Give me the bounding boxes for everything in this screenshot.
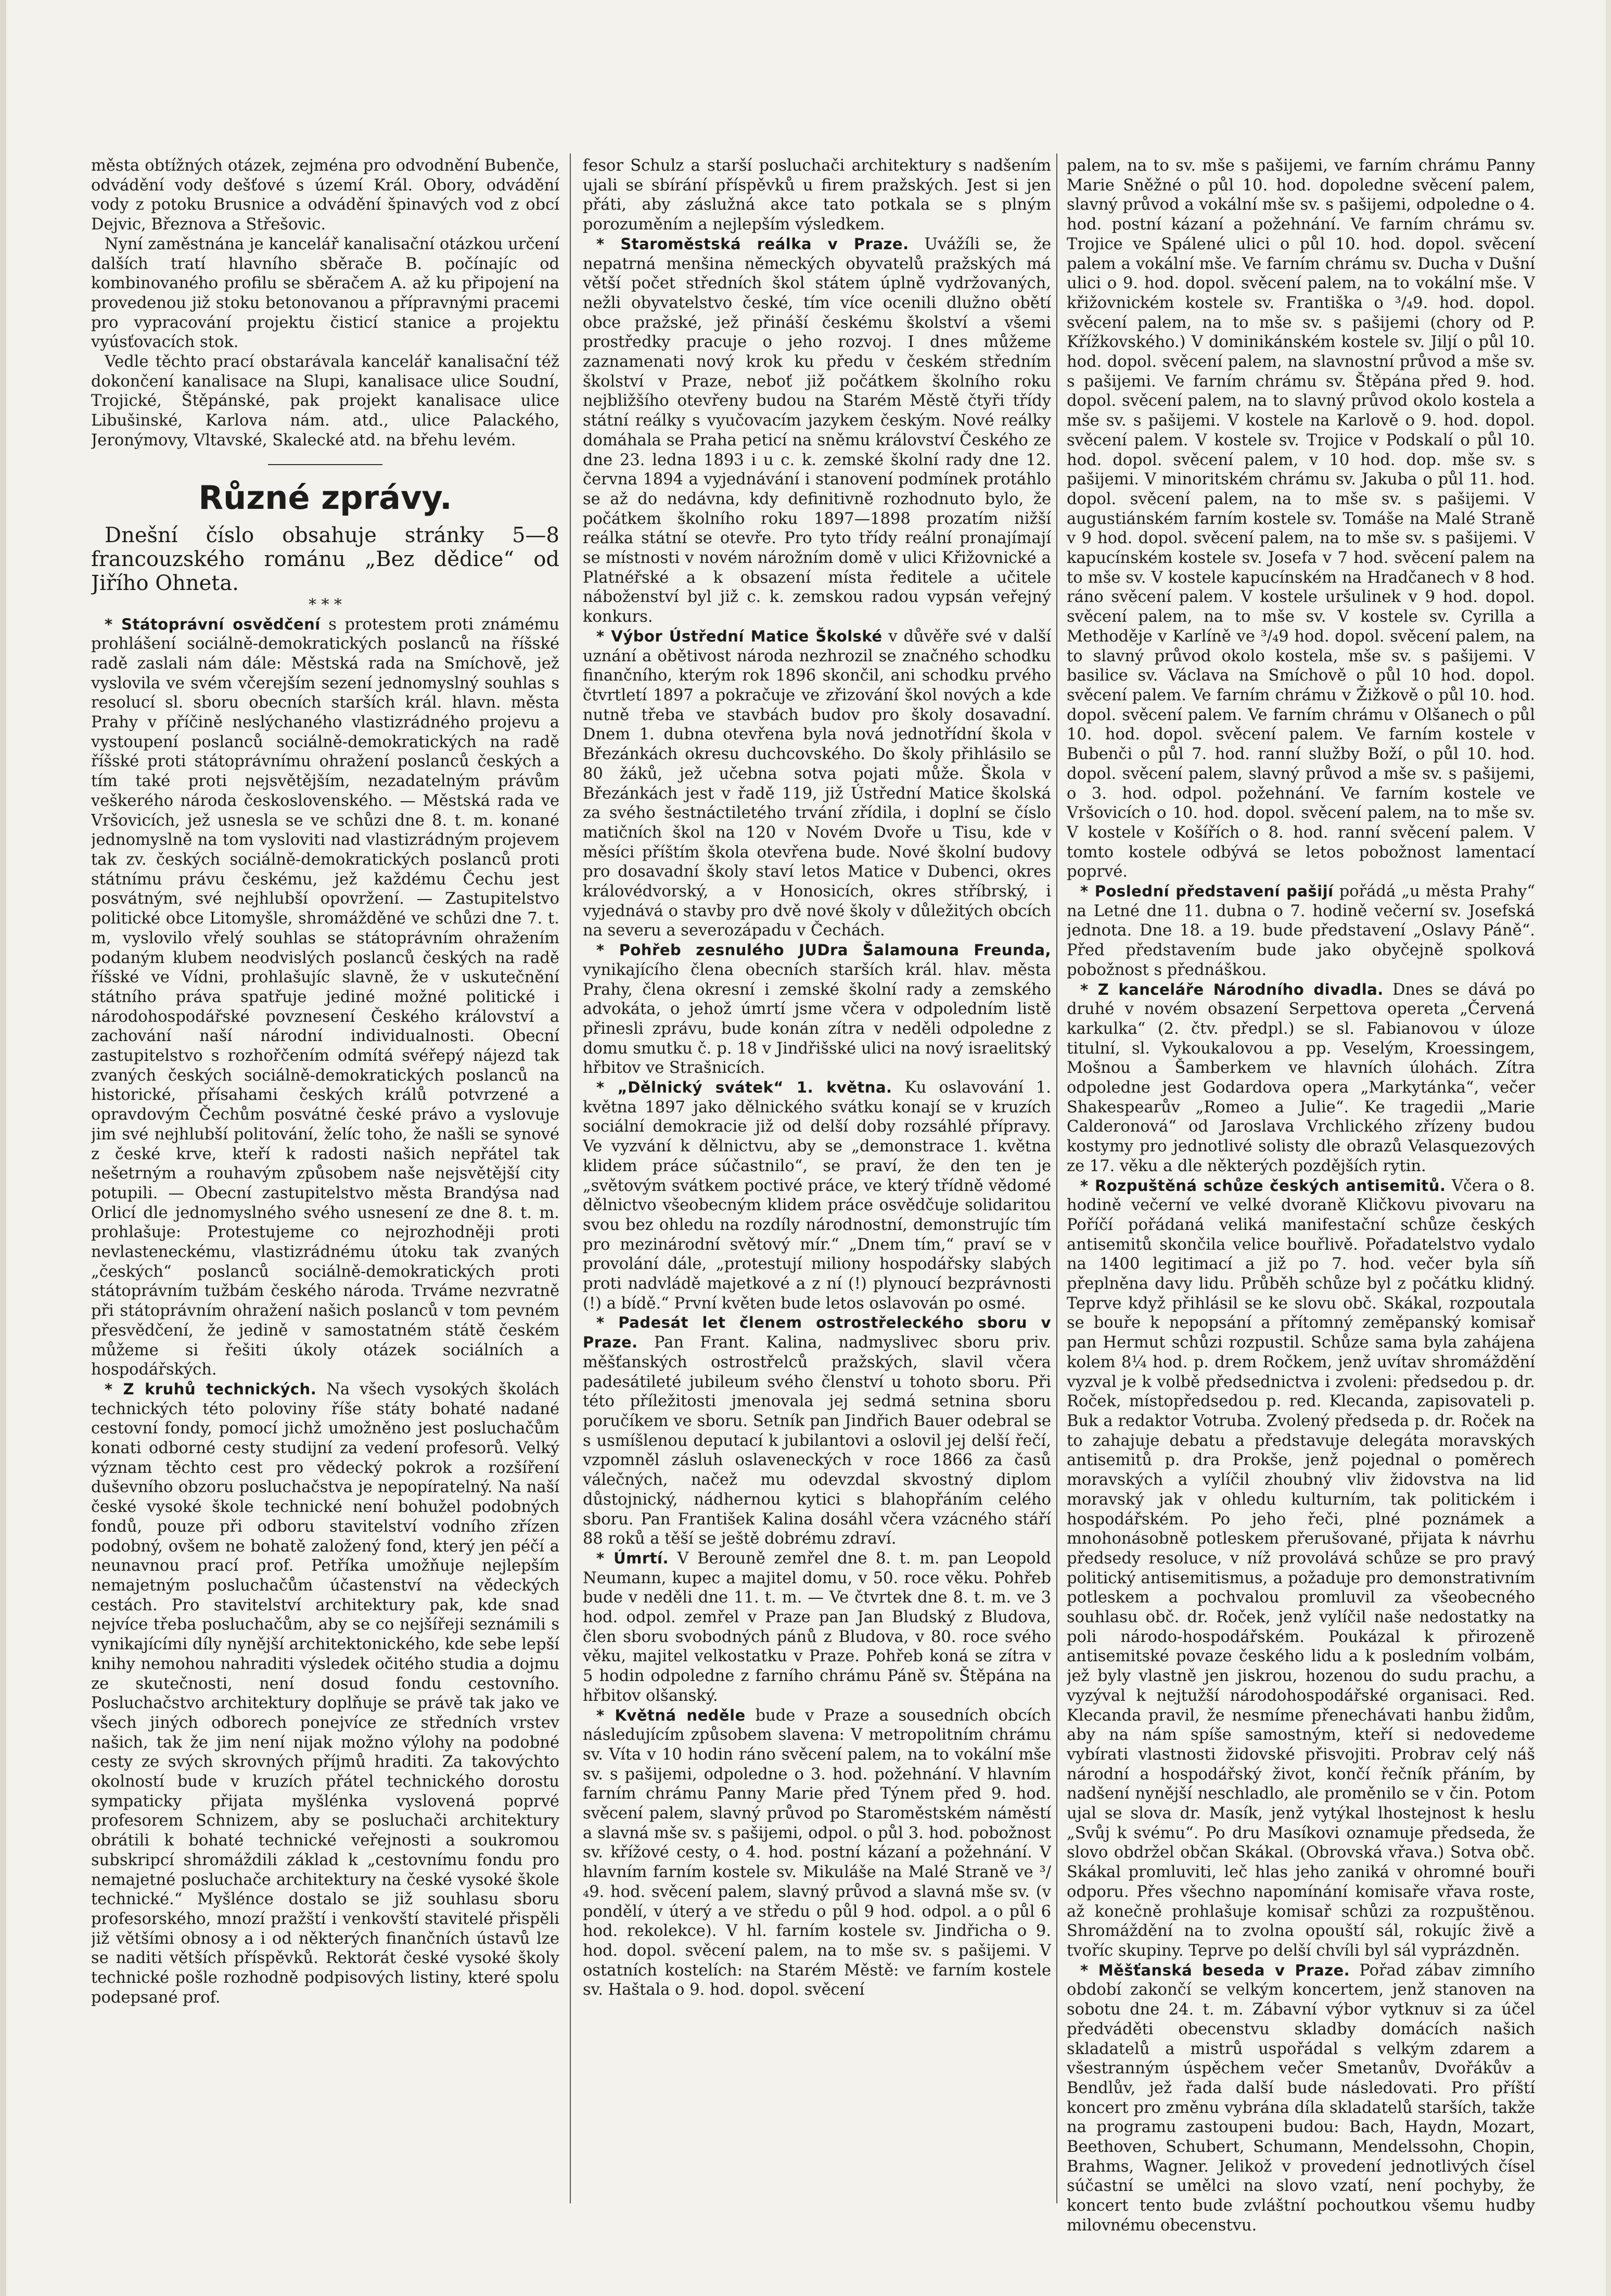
column-2 <box>583 156 1051 2248</box>
news-item-heading: * Rozpuštěná schůze českých antisemitů. <box>1080 1176 1446 1195</box>
news-item-text: Na všech vysokých školách technických této poloviny říše státy bohaté nadané cestovní fondy, pomocí jichž umožněno jest posluchačům konati odborné cesty studijní za vedení profesorů. Velký význam těchto cest pro vědecký pokrok a rozšíření duševního obzoru posluchačstva je nepopíratelný. Na naší české vysoké škole technické není bohužel podobných fondů, pouze při odboru stavitelství vodního zřízen podobný, ovšem ne bohatě založený fond, který jen péčí a neunavnou prací prof. Petříka umožňuje nejlepším nemajetným posluchačům účastenství na vědeckých cestách. Pro stavitelství architektury pak, kde snad nejvíce třeba posluchačům, aby se co nejšířeji seznámili s vynikajícími díly nynější architektonického, kde sebe lepší knihy nemohou nahraditi výsledek očitého studia a dojmu ze skutečnosti, není dosud fondu cestovního. Posluchačstvo architektury doplňuje se právě tak jako ve všech jiných odborech ponejvíce ze středních vrstev našich, tak že jim není nijak možno výlohy na podobné cesty ze svých skrovných příjmů hraditi. Za takovýchto okolností bude v kruzích přátel technického dorostu sympaticky přijata myšlénka vyslovená poprvé profesorem Schnizem, aby se posluchači architektury obrátili k bohaté technické veřejnosti a soukromou subskripcí shromáždili základ k „cestovnímu fondu pro nemajetné posluchače architektury na české vysoké škole technické.“ Myšlénce dostalo se již souhlasu sboru profesorského, mnozí pražští i venkovští stavitelé přispěli již většími obnosy a i od některých finančních ústavů lze se naditi větších příspěvků. Rektorát české vysoké školy technické pošle rozhodně podpisových listiny, které spolu podepsané prof. <box>91 1380 559 2007</box>
news-item-heading: * Z kanceláře Národního divadla. <box>1080 980 1384 998</box>
news-item <box>1067 882 1535 980</box>
news-item <box>583 941 1051 1078</box>
news-item-text: Pan Frant. Kalina, nadmyslivec sboru priv. měšťanských ostrostřelců pražských, slavil včera padesátileté jubileum svého členství u tohoto sboru. Při této příležitosti jmenovala jej sedmá setnina sboru poručíkem ve sboru. Setník pan Jindřich Bauer odebral se s usmíšlenou deputací k jubilantovi a oslovil jej delší řečí, vzpomněl zásluh oslaveneckých v roce 1866 za časů válečných, načež mu odevzdal skvostný diplom důstojnický, nádhernou kytici s blahopřáním celého sboru. Pan František Kalina dosáhl včera vzácného stáří 88 roků a těší se ještě dobrému zdraví. <box>583 1333 1051 1548</box>
section-title: Různé zprávy. <box>198 478 452 517</box>
news-item <box>583 1313 1051 1548</box>
scan-edge-left <box>0 0 6 2296</box>
news-item-text: Včera o 8. hodině večerní ve velké dvoraně Kličkovu pivovaru na Poříčí pořádaná veliká manifestační schůze českých antisemitů skončila velice bouřlivě. Pořadatelstvo vydalo na 1400 legitimací a již po 7. hod. večer byla síň přeplněna davy lidu. Průběh schůze byl z počátku klidný. Teprve když přihlásil se ke slovu obč. Skákal, rozpoutala se bouře k nepopsání a přítomný zeměpanský komisař pan Hermut schůzi rozpustil. Schůze sama byla zahájena kolem 8¼ hod. p. drem Ročkem, jenž uvítav shromáždění vyzval je k volbě předsednictva i zvoleni: předsedou p. dr. Roček, místopředsedou p. red. Klecanda, zapisovateli p. Buk a redaktor Votruba. Zvolený předseda p. dr. Roček na to zahajuje debatu a představuje delegáta moravských antisemitů p. dra Prokše, jenž pojednal o poměrech moravských a vylíčil zhoubný vliv židovstva na lid moravský jak v ohledu kulturním, tak politickém i hospodářském. Po jeho řeči, plné poznámek a mnohonásobně potleskem přerušované, přijata k návrhu předsedy resoluce, v níž provolává schůze se pro pravý politický antisemitismus, a požaduje pro demonstrativním potleskem a pochvalou promluvil za všeobecného souhlasu obč. dr. Roček, jenž vylíčil naše nedostatky na poli národo-hospodářském. Poukázal k přirozeně antisemitské povaze českého lidu a k posledním volbám, jež byly vlastně jen jiskrou, hozenou do sudu prachu, a vyzýval k nejtužší národohospodářské organisaci. Red. Klecanda pravil, že nesmíme přenechávati hanbu židům, aby na nám spíše samostným, kteří si nedovedeme vybírati vlastnosti židovské přisvojiti. Probrav celý náš národní a hospodářský život, končí řečník přáním, by nadšení nynější neschladlo, ale proměnilo se v čin. Potom ujal se slova dr. Masík, jenž vytýkal lhostejnost k heslu „Svůj k svému“. Po dru Masíkovi oznamuje předseda, že slovo obdržel občan Skákal. (Obrovská vřava.) Sotva obč. Skákal promluviti, leč hlas jeho zaniká v ohromné bouři odporu. Přes všechno napomínání komisaře vřava roste, až konečně prohlašuje komisař schůzi za rozpuštěnou. Shromáždění na to zvolna opouští sál, rokujíc živě a tvoříc skupiny. Teprve po delší chvíli byl sál vyprázdněn. <box>1067 1176 1535 1960</box>
news-item <box>1067 980 1535 1176</box>
news-item-heading: * Měšťanská beseda v Praze. <box>1080 1961 1350 1979</box>
column-3-news-items <box>1067 156 1535 2236</box>
news-item-text: Dnes se dává po druhé v novém obsazení Serpettova opereta „Červená karkulka“ (2. čtv. předpl.) se sl. Fabianovou v úloze titulní, sl. Vykoukalovou a pp. Veselým, Kroessingem, Mošnou a Šamberkem ve hlavních úlohách. Zítra odpoledne jest Godardova opera „Markytánka“, večer Shakespearův „Romeo a Julie“. Ke tragedii „Marie Calderonová“ od Jaroslava Vrchlického zřízeny budou kostymy pro jednotlivé solisty dle obrazů Velasquezových ze 17. věku a dle některých pozdějších rytin. <box>1067 980 1535 1175</box>
lead-notice: Dnešní číslo obsahuje stránky 5—8 francouzského románu „Bez dědice“ od Jiřího Ohneta. <box>91 523 559 595</box>
news-item-text: Ku oslavování 1. května 1897 jako dělnického svátku konají se v kruzích sociální demokracie již od delší doby rozsáhlé přípravy. Ve vyzvání k dělnictvu, aby se „demonstrace 1. května klidem práce súčastnilo“, se praví, že den ten je „světovým svátkem poctivé práce, ve který třídně vědomé dělnictvo všeobecným klidem práce osvědčuje solidaritou svou bez ohledu na rozdíly národnostní, demonstrujíc tím pro mezinárodní světový mír.“ „Dnem tím,“ praví se v provolání dále, „protestují miliony hospodářsky slabých proti nadvládě majetkové a z ní (!) plynoucí bezprávnosti (!) a bídě.“ První květen bude letos oslavován po osmé. <box>583 1079 1051 1313</box>
article-paragraph: Vedle těchto prací obstarávala kancelář kanalisační též dokončení kanalisace na Slupi, kanalisace ulice Soudní, Trojické, Štěpánské, pak projekt kanalisace ulice Libušinské, Karlova nám. atd., ulice Palackého, Jeronýmovy, Vltavské, Skalecké atd. na břehu levém. <box>91 353 559 450</box>
news-item <box>583 627 1051 941</box>
asterism: * * * <box>308 595 342 614</box>
news-item <box>1067 1176 1535 1961</box>
news-item <box>583 1706 1051 2000</box>
column-1-news-items <box>91 615 559 2008</box>
news-item-heading: * Staroměstská reálka v Praze. <box>596 235 909 253</box>
news-item <box>583 1549 1051 1706</box>
news-item <box>583 156 1051 235</box>
news-item-text: bude v Praze a sousedních obcích následujícím způsobem slavena: V metropolitním chrámu sv. Víta v 10 hodin ráno svěcení palem, na to vokální mše sv. s pašijemi, odpoledne o 3. hod. požehnání. V hlavním farním chrámu Panny Marie před Týnem před 9. hod. svěcení palem, slavný průvod po Staroměstském náměstí a slavná mše sv. s pašijemi, odpol. o půl 3. hod. pobožnost sv. křížové cesty, o 4. hod. postní kázaní a požehnání. V hlavním farním kostele sv. Mikuláše na Malé Straně ve ³/₄9. hod. svěcení palem, slavný průvod a slavná mše sv. (v pondělí, v úterý a ve středu o půl 9 hod. odpol. a o půl 6 hod. rekolekce). V hl. farním kostele sv. Jindřicha o 9. hod. dopol. svěcení palem, na to mše sv. s pašijemi. V ostatních kostelích: na Starém Městě: ve farním kostele sv. Haštala o 9. hod. dopol. svěcení <box>583 1706 1051 1999</box>
news-item-text: palem, na to sv. mše s pašijemi, ve farním chrámu Panny Marie Sněžné o půl 10. hod. dopoledne svěcení palem, slavný průvod a vokální mše sv. s pašijemi, odpoledne o 4. hod. postní kázaní a požehnání. Ve farním chrámu sv. Trojice ve Spálené ulici o půl 10. hod. dopol. svěcení palem a vokální mše. Ve farním chrámu sv. Ducha v Dušní ulici o 9. hod. dopol. svěcení palem, na to vokální mše. V křižovnickém kostele sv. Františka o ³/₄9. hod. dopol. svěcení palem, na to mše sv. s pašijemi (chory od P. Křížkovského.) V dominikánském kostele sv. Jiljí o půl 10. hod. dopol. svěcení palem, na slavnostní průvod a mše sv. s pašijemi. Ve farním chrámu sv. Štěpána před 9. hod. dopol. svěcení palem, na to slavný průvod okolo kostela a mše sv. s pašijemi. V kostele na Karlově o 9. hod. dopol. svěcení palem. V kostele sv. Trojice v Podskalí o půl 10. hod. dopol. svěcení palem, v 10 hod. dop. mše sv. s pašijemi. V minoritském chrámu sv. Jakuba o půl 11. hod. dopol. svěcení palem, na to mše sv. s pašijemi. V augustiánském farním kostele sv. Tomáše na Malé Straně v 9 hod. dopol. svěcení palem, na to mše sv. s pašijemi. V kapucínském kostele sv. Josefa v 7 hod. svěcení palem na to mše sv. V kostele kapucínském na Hradčanech v 8 hod. ráno svěcení palem. V kostele uršulinek v 9 hod. dopol. svěcení palem, na to mše sv. V kostele sv. Cyrilla a Methoděje v Karlíně ve ³/₄9 hod. dopol. svěcení palem, na to slavný průvod okolo kostela, mše sv. s pašijemi. V basilice sv. Václava na Smíchově o půl 10 hod. dopol. svěcení palem. Ve farním chrámu v Žižkově o půl 10. hod. dopol. svěcení palem. Ve farním chrámu v Olšanech o půl 10. hod. dopol. svěcení palem. Ve farním kostele v Bubenči o půl 7. hod. ranní služby Boží, o půl 10. hod. dopol. svěcení palem, slavný průvod a mše sv. s pašijemi, o 3. hod. odpol. požehnání. Ve farním kostele ve Vršovicích o 10. hod. dopol. svěcení palem, na to mše sv. V kostele v Košířích o 8. hod. ranní svěcení palem. V tomto kostele odbývá se letos pobožnost lamentací poprvé. <box>1067 157 1535 881</box>
article-paragraph: města obtížných otázek, zejména pro odvodnění Bubenče, odvádění vody dešťové s území Král. Obory, odvádění vody z potoku Brusnice a odvádění špinavých vod z obcí Dejvic, Březnova a Střešovic. <box>91 157 559 234</box>
news-item-text: vynikajícího člena obecních starších král. hlav. města Prahy, člena okresní i zemské školní rady a zemského advokáta, o jehož úmrtí jsme včera v odpoledním listě přinesli zprávu, bude konán zítra v neděli odpoledne z domu smutku č. p. 18 v Jindřišské ulici na nový israelitský hřbitov ve Strašnicích. <box>583 960 1051 1078</box>
news-item-text: Uvážíli se, že nepatrná menšina německých obyvatelů pražských má větší počet středních škol státem úplně vydržovaných, nežli obyvatelstvo české, tím více ocenili dlužno obětí obce pražské, jež přináší českému školství a všemi prostředky pracuje o jeho rozvoj. I dnes můžeme zaznamenati nový krok ku předu v českém středním školství v Praze, neboť již počátkem školního roku nejbližšího otevřeny budou na Starém Městě čtyři třídy státní reálky s vyučovacím jazykem českým. Nové reálky domáhala se Praha peticí na sněmu království Českého ze dne 23. ledna 1893 i u c. k. zemské školní rady dne 12. června 1894 a vyjednávání i stanovení podmínek protáhlo se až do nedávna, kdy definitivně rozhodnuto bylo, že počátkem školního roku 1897—1898 prozatím nižší reálka státní se otevře. Pro tyto třídy reální pronajímají se místnosti v novém nárožním domě v ulici Křižovnické a Platnéřské a k obsazení místa ředitele a učitele náboženství byl již c. k. zemskou radou vypsán veřejný konkurs. <box>583 235 1051 626</box>
scan-edge-right <box>1606 0 1611 2296</box>
column-rule-2 <box>1056 153 1057 2203</box>
column-rule-1 <box>570 153 571 2203</box>
news-item-heading: * Výbor Ústřední Matice Školské <box>596 627 883 645</box>
news-item-text: fesor Schulz a starší posluchači architektury s nadšením ujali se sbírání příspěvků u firem pražských. Jest si jen přáti, aby záslužná akce tato potkala se s plným porozuměním a nejlepším výsledkem. <box>583 157 1051 234</box>
news-item <box>583 1078 1051 1313</box>
news-item <box>1067 156 1535 882</box>
news-item-heading: * Státoprávní osvědčení <box>105 615 321 633</box>
column-1 <box>91 156 559 2248</box>
news-item-text: Pořad zábav zimního období zakončí se velkým koncertem, jenž stanoven na sobotu dne 24. t. m. Zábavní výbor vytknuv si za účel předváděti obecenstvu skladby domácích našich skladatelů a mistrů uspořádal s velkým zdarem a všestranným úspěchem večer Smetanův, Dvořákův a Bendlův, jež řada další bude následovati. Pro příští koncert pro změnu vybrána díla skladatelů starších, takže na programu zastoupeni budou: Bach, Haydn, Mozart, Beethoven, Schubert, Schumann, Mendelssohn, Chopin, Brahms, Wagner. Jelikož v provedení jednotlivých čísel súčastní se umělci na slovo vzatí, není pochyby, že koncert tento bude zvláštní pochoutkou všemu hudby milovnému obecenstvu. <box>1067 1961 1535 2235</box>
news-item-heading: * Padesát let členem ostrostřeleckého sboru v Praze. <box>583 1314 1051 1352</box>
column-3 <box>1067 156 1535 2248</box>
news-item-heading: * Poslední představení pašijí <box>1080 882 1334 901</box>
column-1-top-articles <box>91 156 559 451</box>
news-item-heading: * Úmrtí. <box>596 1549 669 1567</box>
article-paragraph: Nyní zaměstnána je kancelář kanalisační otázkou určení dalších tratí hlavního sběrače B. počínajíc od kombinovaného profilu se sběračem A. až ku připojení na provedenou již stoku betonovanou a přípravnými pracemi pro vypracování projektu čisticí stanice a projektu vyúsťovacích stok. <box>91 235 559 352</box>
news-item-text: pořádá „u města Prahy“ na Letné dne 11. dubna o 7. hodině večerní sv. Josefská jednota. Dne 18. a 19. bude představení „Oslavy Páně“. Před představením bude jako obyčejně spolková pobožnost s přednáškou. <box>1067 882 1535 979</box>
news-item <box>91 1380 559 2008</box>
column-2-news-items <box>583 156 1051 2000</box>
news-item-heading: * Květná neděle <box>596 1706 746 1724</box>
news-item-heading: * Z kruhů technických. <box>105 1380 317 1398</box>
news-item-text: s protestem proti známému prohlášení sociálně-demokratických poslanců na říšské radě zaslali nám dále: Městská rada na Smíchově, jež vyslovila ve svém včerejším sezení jednomyslný souhlas s resolucí sl. sboru obecních starších král. hlavn. města Prahy v příčině neslýchaného vlastizrádného projevu a vystoupení poslanců sociálně-demokratických na radě říšské proti státoprávnímu ohražení poslanců českých a tím také proti nejsvětějším, nezadatelným právům veškerého národa československého. — Městská rada ve Vršovicích, jež usnesla se ve schůzi dne 8. t. m. konané jednomyslně na tom vysloviti nad vlastizrádným projevem tak zv. českých sociálně-demokratických poslanců proti státnímu právu českému, jež každému Čechu jest posvátným, své nejhlubší opovržení. — Zastupitelstvo politické obce Litomyšle, shromážděné ve schůzi dne 7. t. m, vyslovilo vřelý souhlas se státoprávním ohražením podaným klubem neodvislých poslanců českých na radě říšské ve Vídni, prohlašujíc slavně, že v uskutečnění státního práva spatřuje jediné možné politické i národohospodářské povznesení Českého království a zachování naší národní individualnosti. Obecní zastupitelstvo s rozhořčením odmítá svéřepý nájezd tak zvaných českých sociálně-demokratických poslanců na historické, přísahami českých králů potvrzené a opravdovým Čechům posvátné české právo a vyslovuje jim své nejhlubší politování, želíc toho, že našli se synové z české krve, kteří k radosti našich nepřátel tak nešetrným a rouhavým způsobem naše nejsvětější city potupili. — Obecní zastupitelstvo města Brandýsa nad Orlicí dle jednomyslného svého usnesení ze dne 8. t. m. prohlašuje: Protestujeme co nejrozhodněji proti nevlasteneckému, vlastizrádnému útoku tak zvaných „českých“ poslanců sociálně-demokratických proti státoprávním tužbám českého národa. Trváme nezvratně při státoprávním ohražení našich poslanců v tom pevném přesvědčení, že jedině v samostatném státě českém můžeme si řešiti úkoly otázek sociálních a hospodářských. <box>91 615 559 1379</box>
news-item-heading: * „Dělnický svátek“ 1. května. <box>596 1079 892 1097</box>
section-separator <box>268 464 382 465</box>
news-item-heading: * Pohřeb zesnulého JUDra Šalamouna Freunda, <box>596 941 1051 959</box>
news-item-text: v důvěře své v další uznání a obětivost národa nezhrozil se značného schodku finančního, kterým rok 1896 skončil, ani schodku prvého čtvrtletí 1897 a pokračuje ve zřizování škol nových a kde nutně třeba ve stavbách budov pro školy dosavadní. Dnem 1. dubna otevřena byla nová jednotřídní škola v Březánkách okresu duchcovského. Do školy přihlásilo se 80 žáků, jež učebna sotva pojati může. Škola v Březánkách jest v řadě 119, již Ústřední Matice školská za svého šestnáctiletého trvání zřídila, i doplní se číslo matičních škol na 120 v Novém Dvoře u Tisu, kde v měsíci příštím škola otevřena bude. Nové školní budovy pro dosavadní školy staví letos Matice v Dubenci, okres královédvorský, a v Honosicích, okres stříbrský, i vyjednává o stavby pro dvě nové školy v důležitých obcích na severu a severozápadu v Čechách. <box>583 627 1051 940</box>
news-item-text: V Berouně zemřel dne 8. t. m. pan Leopold Neumann, kupec a majitel domu, v 50. roce věku. Pohřeb bude v neděli dne 11. t. m. — Ve čtvrtek dne 8. t. m. ve 3 hod. odpol. zemřel v Praze pan Jan Bludský z Bludova, člen sboru svobodných pánů z Bludova, v 80. roce svého věku, majitel velkostatku v Praze. Pohřeb koná se zítra v 5 hodin odpoledne z farního chrámu Páně sv. Štěpána na hřbitov olšanský. <box>583 1549 1051 1705</box>
news-item <box>91 615 559 1380</box>
news-item <box>1067 1961 1535 2236</box>
news-item <box>583 235 1051 627</box>
